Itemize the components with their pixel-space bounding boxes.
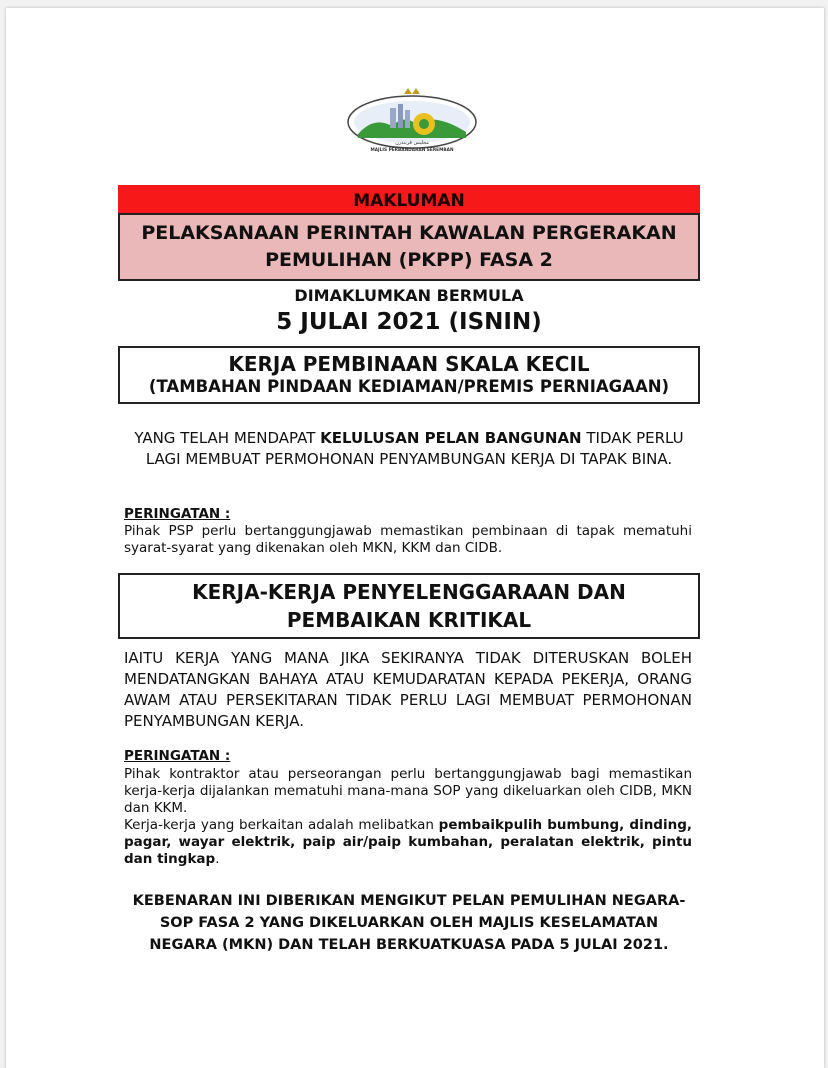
section2-title-line2: PEMBAIKAN KRITIKAL xyxy=(286,608,532,632)
section2-warning-title: PERINGATAN : xyxy=(124,748,231,764)
section1-title: KERJA PEMBINAAN SKALA KECIL xyxy=(228,352,590,376)
section1-text-bold: KELULUSAN PELAN BANGUNAN xyxy=(320,429,582,447)
section1-text-after: TIDAK PERLU LAGI MEMBUAT PERMOHONAN PENYAMBUNGAN KERJA DI TAPAK BINA. xyxy=(145,429,684,468)
section2-warning-text1: Pihak kontraktor atau perseorangan perlu bertanggungjawab bagi memastikan kerja-kerja dijalankan mematuhi mana-mana SOP yang dikeluarkan oleh CIDB, MKN dan KKM. xyxy=(124,766,692,816)
footer-line1: KEBENARAN INI DIBERIKAN MENGIKUT PELAN PEMULIHAN NEGARA- xyxy=(132,893,686,909)
section1-warning-text: Pihak PSP perlu bertanggungjawab memastikan pembinaan di tapak mematuhi syarat-syarat yang dikenakan oleh MKN, KKM dan CIDB. xyxy=(124,523,692,556)
footer-line3: NEGARA (MKN) DAN TELAH BERKUATKUASA PADA 5 JULAI 2021. xyxy=(149,937,669,953)
notice-line2: PEMULIHAN (PKPP) FASA 2 xyxy=(265,249,553,271)
section2-warning-text2 xyxy=(124,817,692,868)
section1-text xyxy=(130,428,688,470)
notice-line1: PELAKSANAAN PERINTAH KAWALAN PERGERAKAN xyxy=(141,222,677,244)
section2-warning-text2-bold: pembaikpulih bumbung, dinding, pagar, wayar elektrik, paip air/paip kumbahan, peralatan elektrik, pintu dan tingkap xyxy=(124,817,693,867)
footer-statement xyxy=(118,890,700,956)
banner-label: MAKLUMAN xyxy=(353,191,465,211)
makluman-banner xyxy=(118,185,700,213)
section2-warning-text2-after: . xyxy=(215,851,220,867)
start-label: DIMAKLUMKAN BERMULA xyxy=(294,286,524,305)
logo-caption-bottom: MAJLIS PERBANDARAN SEREMBAN xyxy=(370,148,454,153)
section1-warning-title: PERINGATAN : xyxy=(124,506,231,522)
start-date: 5 JULAI 2021 (ISNIN) xyxy=(276,309,542,335)
section2-warning-text2-before: Kerja-kerja yang berkaitan adalah melibatkan xyxy=(124,817,439,833)
section2-title-box xyxy=(118,573,700,639)
section2-title-line1: KERJA-KERJA PENYELENGGARAAN DAN xyxy=(192,580,626,604)
section1-text-before: YANG TELAH MENDAPAT xyxy=(134,429,321,447)
logo-caption-top: مجليس ڤربندرن xyxy=(395,140,429,146)
council-logo xyxy=(344,86,480,156)
section1-title-box xyxy=(118,346,700,404)
section2-warning-text xyxy=(124,766,692,868)
footer-line2: SOP FASA 2 YANG DIKELUARKAN OLEH MAJLIS KESELAMATAN xyxy=(159,915,659,931)
section2-text: IAITU KERJA YANG MANA JIKA SEKIRANYA TIDAK DITERUSKAN BOLEH MENDATANGKAN BAHAYA ATAU KEMUDARATAN KEPADA PEKERJA, ORANG AWAM ATAU PERSEKITARAN TIDAK PERLU LAGI MEMBUAT PERMOHONAN PENYAMBUNGAN KERJA. xyxy=(124,649,692,730)
notice-title-box xyxy=(118,213,700,281)
section1-subtitle: (TAMBAHAN PINDAAN KEDIAMAN/PREMIS PERNIAGAAN) xyxy=(148,377,670,396)
